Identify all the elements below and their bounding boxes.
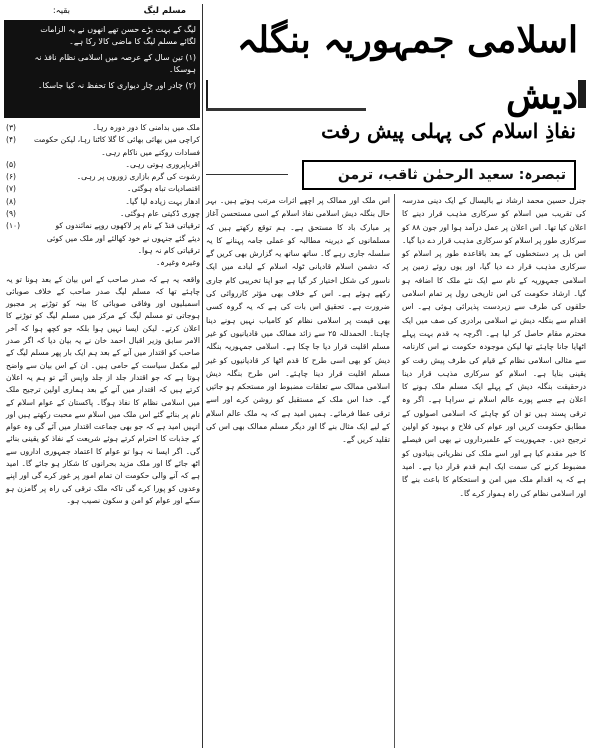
list-item: (۹) چوری ڈکیتی عام ہوگئی۔ <box>6 209 200 219</box>
column-divider <box>394 194 395 748</box>
divider <box>206 174 288 175</box>
continuation-header <box>4 4 200 18</box>
byline-author: سعید الرحمٰن ثاقب، ترمن <box>337 167 514 183</box>
continuation-article-name: مسلم لیگ <box>143 6 186 16</box>
continuation-paragraph: واقعہ یہ ہے کہ صدر صاحب کے اس بیان کے بعد ہونا تو یہ چاہئے تھا کہ مسلم لیگ صدر صاحب کے خلاف صوبائی اسمبلیوں اور وفاقی صوبائی کا بینہ کو توڑنے پر مجبور ہوجاتی تو مسلم لیگ کے مرکز میں مسلم لیگ کو توڑنے کا اعلان کرتے۔ لیکن ایسا نہیں ہوا بلکہ جو کچھ ہوا کہ آخر الامر سابق وزیر اقبال احمد خان نے یہ بیان دیا کہ اگر صدر صاحب کو اقتدار میں آنے کے بعد ہم ایک بار پھر مسلم لیگ کے لیے مکمل سیاست کے حامی ہیں۔ ان کے اس بیان سے واضح ہوتا ہے کہ جو اقتدار جلد از جلد واپس آئے تو ہم یہ اعلان کرتے ہیں کہ اقتدار میں آنے کے بعد ہماری اولین ترجیح ملک میں اسلامی نظام کا نفاذ ہوگا۔ پاکستان کے عوام اسلام کے نام پر بنائے گئے اس ملک میں اسلام سے محبت رکھتے ہیں اور انہیں امید ہے کہ جو بھی جماعت اقتدار میں آئے گی وہ عوام کے جذبات کا احترام کرتے ہوئے شریعت کے نفاذ کو یقینی بنائے گی۔ اگر ایسا نہ ہوا تو عوام کا اعتماد جمہوری اداروں سے اٹھ جائے گا اور ملک مزید بحرانوں کا شکار ہو جائے گا۔ امید ہے کہ آنے والی حکومت ان تمام امور پر غور کرے گی اور اپنے وعدوں کو پورا کرے گی تاکہ ملک ترقی کی راہ پر گامزن ہو سکے اور عوام کو امن و سکون نصیب ہو۔ <box>6 274 200 505</box>
continuation-list <box>6 122 200 507</box>
list-item: دیئے گئے جنہوں نے خود کھالئے اور ملک میں کوئی ترقیاتی کام نہ ہوا۔ <box>46 233 200 255</box>
byline-label: تبصرہ: <box>518 167 566 183</box>
divider <box>206 108 366 111</box>
main-article <box>206 4 586 748</box>
column-text: اس ملک اور ممالک پر اچھے اثرات مرتب ہوتے ہیں۔ بہر حال بنگلہ دیش اسلامی نفاذ اسلام کے اسی مستحسن آغاز پر مبارک باد کا مستحق ہے۔ ہم توقع رکھتے ہیں کہ مسلمانوں کے دیرینہ مطالبہ کو عملی جامہ پہنانے کا یہ سلسلہ جاری رہے گا۔ ساتھ ساتھ یہ گزارش بھی کریں گے کہ دشمن اسلام قادیانی ٹولہ اسلام کے لبادے میں ایک ناسور کی شکل اختیار کر گیا ہے جو اپنا تخریبی کام جاری رکھے ہوئے ہے۔ اس کے خلاف بھی مؤثر کارروائی کی ضرورت ہے۔ تحقیق اس بات کی ہے کہ یہ گروہ کسی بھی قیمت پر اسلامی نظام کو کامیاب نہیں ہونے دینا چاہتا۔ الحمدللہ ۲۵ سے زائد ممالک میں قادیانیوں کو غیر مسلم اقلیت قرار دیا جا چکا ہے۔ اسلامی جمہوریہ بنگلہ دیش کو بھی اسی طرح کا قدم اٹھا کر قادیانیوں کو غیر مسلم اقلیت قرار دینا چاہئے۔ اس طرح بنگلہ دیش اسلامی ممالک سے تعلقات مضبوط اور مستحکم ہو جائیں گے۔ خدا اس ملک کے مستقبل کو روشن کرے اور اسے ترقی عطا فرمائے۔ ہمیں امید ہے کہ یہ ملک عالم اسلام کے لیے ایک مثال بنے گا اور دیگر مسلم ممالک بھی اس کی تقلید کریں گے۔ <box>206 196 390 445</box>
article-headline: اسلامی جمہوریہ بنگلہ دیش <box>208 12 578 124</box>
list-item: (۷) اقتصادیات تباہ ہوگئی۔ <box>6 184 200 194</box>
list-item: (۱۰) ترقیاتی فنڈ کے نام پر لاکھوں روپے نمائندوں کو <box>6 221 200 231</box>
list-item: (۶) رشوت کی گرم بازاری زوروں پر رہی۔ <box>6 172 200 182</box>
box-line: لگائے مسلم لیگ کا ماضی کالا رکا ہے۔ <box>69 37 196 46</box>
column-text: جنرل حسین محمد ارشاد نے بالیسال کے ایک دینی مدرسہ کی تقریب میں اسلام کو سرکاری مذہب قرار دینے کا اعلان کیا تھا۔ اس اعلان پر عمل درآمد ہوا اور جون ۸۸ کو سرکاری طور پر اسلام کو سرکاری مذہب قرار دے دیا گیا۔ اس بل پر دستخطوں کے بعد باقاعدہ طور پر اسلام کو سرکاری مذہب قرار دے دیا گیا، اور یوں روئے زمین پر اسلامی جمہوریہ کے نام سے ایک نئے ملک کا اضافہ ہو گیا۔ ارشاد حکومت کی اس تاریخی رول پر تمام اسلامی حلقوں کی طرف سے زبردست پذیرائی ہوئی ہے۔ اس اقدام سے بنگلہ دیش نے اسلامی برادری کی صف میں ایک محترم مقام حاصل کر لیا ہے۔ اگرچہ یہ قدم بہت پہلے اٹھایا جانا چاہئے تھا لیکن موجودہ حکومت نے اس کارنامہ سے مثالی اسلامی نظام کے قیام کی طرف پیش رفت کو یقینی بنایا ہے۔ اسلام کو سرکاری مذہب قرار دینا درحقیقت بنگلہ دیش کے پہلے ایک مسلم ملک ہونے کا اعلان ہے جسے پورے عالم اسلام نے سراہا ہے۔ اگر وہ ترقی پسند ہیں تو ان کو چاہئے کہ اسلامی اصولوں کے مطابق حکومت کریں اور عوام کی فلاح و بہبود کو اولین ترجیح دیں۔ جمہوریت کے علمبرداروں نے بھی اس فیصلے کا خیر مقدم کیا ہے اور اسے ملک کی نظریاتی بنیادوں کو مضبوط کرنے کی سمت ایک اہم قدم قرار دیا ہے۔ امید ہے کہ یہ اقدام ملک میں امن و استحکام کا باعث بنے گا اور اسلامی نظام کی راہ ہموار کرے گا۔ <box>402 196 587 498</box>
continuation-highlight-box <box>4 20 200 118</box>
box-line: لیگ کے بہت بڑے حسن تھے انھوں نے یہ الزامات <box>40 25 196 34</box>
article-column-left <box>206 194 390 447</box>
list-item: (۴) کراچی میں بھائی بھائی کا گلا کاٹنا رہا، لیکن حکومت <box>6 135 200 145</box>
box-line: (۲) چادر اور چار دیواری کا تحفظ نہ کیا جاسکا۔ <box>37 81 196 90</box>
headline-banner <box>206 4 586 117</box>
article-column-right <box>402 194 586 500</box>
article-subheadline: نفاذِ اسلام کی پہلی پیش رفت <box>206 108 586 154</box>
list-item: (۵) اقرباپروری ہوتی رہی۔ <box>6 159 200 169</box>
byline-row <box>206 154 586 190</box>
list-item: وغیرہ وغیرہ۔ <box>155 258 200 268</box>
list-item: (۳) ملک میں بدامنی کا دور دورہ رہا۔ <box>6 123 200 132</box>
list-item: (۸) ادھار بہت زیادہ لیا گیا۔ <box>6 196 200 206</box>
sidebar-continuation <box>4 4 203 748</box>
byline-box <box>302 160 576 190</box>
list-item: فسادات روکنے میں ناکام رہی۔ <box>101 147 200 157</box>
continuation-label: بقیہ: <box>52 6 70 16</box>
box-line: (۱) تین سال کے عرصہ میں اسلامی نظام نافذ نہ ہوسکا۔ <box>34 53 196 74</box>
